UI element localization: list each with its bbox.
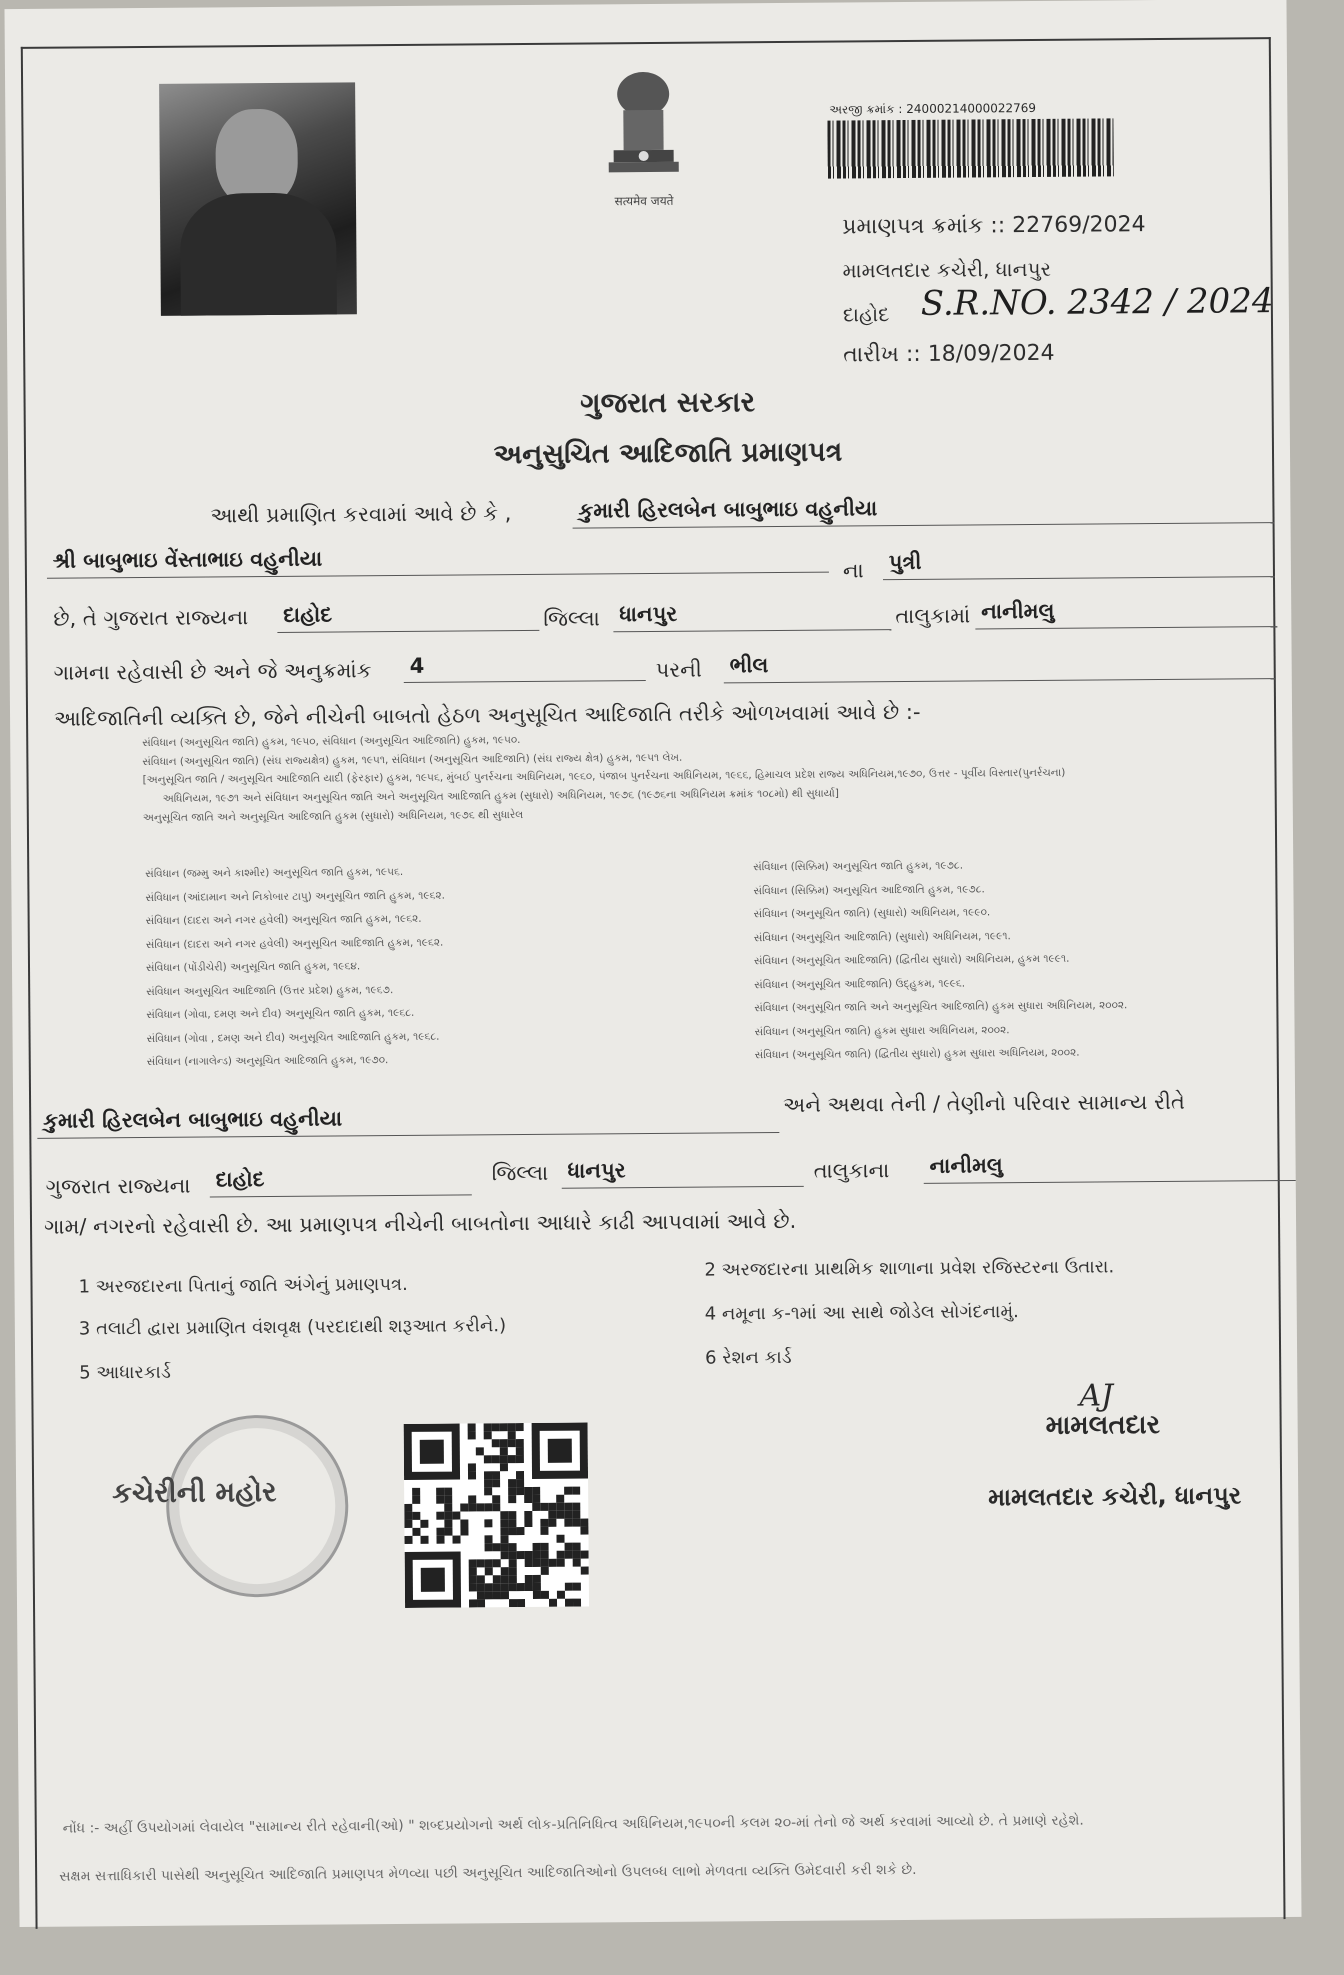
law-line: સંવિધાન (અનુસૂચિત જાતિ) હુકમ, ૧૯૫૦, સંવિધાન (અનુસૂચિત આદિજાતિ) હુકમ, ૧૯૫૦. [142,734,521,750]
recognition-text: આદિજાતિની વ્યક્તિ છે, જેને નીચેની બાબતો હેઠળ અનુસૂચિત આદિજાતિ તરીકે ઓળખવામાં આવે છે :- [53,699,921,731]
village-value: નાનીમલુ [975,597,1277,629]
law-line: સંવિધાન (પોંડીચેરી) અનુસૂચિત જાતિ હુકમ, ૧૯૬૪. [145,960,361,974]
taluka-label: તાલુકામાં [895,603,971,629]
document-item: 5 આધારકાર્ડ [79,1361,171,1384]
law-line: સંવિધાન અનુસૂચિત આદિજાતિ (ઉત્તર પ્રદેશ) હુકમ, ૧૯૬૭. [146,983,394,998]
handwritten-reference: S.R.NO. 2342 / 2024 [920,281,1274,324]
signatory-office: મામલતદાર કચેરી, ધાનપુર [988,1481,1242,1512]
law-line: સંવિધાન (દાદરા અને નગર હવેલી) અનુસૂચિત આદિજાતિ હુકમ, ૧૯૬૨. [145,936,444,951]
signatory-title: મામલતદાર [1045,1410,1161,1441]
qr-code-icon [404,1423,589,1608]
office-seal-label: કચેરીની મહોર [112,1474,277,1510]
govt-title: ગુજરાત સરકાર [580,385,756,420]
parent-name: શ્રી બાબુભાઇ વેંસ્તાભાઇ વહુનીયા [47,543,829,579]
ashoka-emblem-icon [588,66,699,187]
laws-right-column [753,857,1275,1073]
para-label: પરની [655,657,702,682]
issuing-district: દાહોદ [842,302,890,327]
district-label: જિલ્લા [543,606,600,631]
residence-state-label: ગુજરાત રાજ્યના [45,1173,191,1199]
law-line: સંવિધાન (અનુસૂચિત જાતિ) હુકમ સુધારા અધિનિયમ, ૨૦૦૨. [754,1023,1010,1038]
applicant-name: કુમારી હિરલબેન બાબુભાઇ વહુનીયા [572,493,1274,529]
signature: AJ [1079,1378,1114,1414]
residence-taluka-label: તાલુકાના [813,1158,890,1183]
taluka-value: ધાનપુર [613,600,891,632]
laws-left-column [145,864,707,1080]
application-number-label: અરજી ક્રમાંક : [829,102,903,117]
document-item: 3 તલાટી દ્વારા પ્રમાણિત વંશવૃક્ષ (પરદાદાથી શરૂઆત કરીને.) [78,1315,507,1340]
issuing-office: મામલતદાર કચેરી, ધાનપુર [842,256,1051,283]
certificate-number: પ્રમાણપત્ર ક્રમાંક :: 22769/2024 [842,212,1146,240]
law-line: સંવિધાન (અનુસૂચિત જાતિ) (સુધારો) અધિનિયમ, ૧૯૯૦. [753,906,991,921]
qr-code [404,1423,589,1608]
barcode [827,118,1113,178]
law-line: સંવિધાન (દાદરા અને નગર હવેલી) અનુસૂચિત જાતિ હુકમ, ૧૯૬૨. [145,912,422,927]
state-prefix: છે, તે ગુજરાત રાજ્યના [53,605,249,631]
residence-taluka: ધાનપુર [562,1157,804,1189]
residence-district: દાહોદ [210,1165,472,1197]
document-item: 2 અરજદારના પ્રાથમિક શાળાના પ્રવેશ રજિસ્ટરના ઉતારા. [704,1256,1115,1281]
document-item: 1 અરજદારના પિતાનું જાતિ અંગેનું પ્રમાણપત્ર. [78,1273,408,1298]
certificate-paper [4,0,1301,1927]
law-line: સંવિધાન (ગોવા , દમણ અને દીવ) અનુસૂચિત આદિજાતિ હુકમ, ૧૯૬૮. [146,1030,440,1045]
law-line: સંવિધાન (અનુસૂચિત આદિજાતિ) ઉદ્‌હુકમ, ૧૯૯૬. [754,977,966,991]
resident-text: ગામના રહેવાસી છે અને જે અનુક્રમાંક [53,658,372,685]
residence-name: કુમારી હિરલબેન બાબુભાઇ વહુનીયા [37,1103,779,1139]
laws-top [142,727,1273,825]
application-number [829,101,1036,118]
law-line: સંવિધાન (ગોવા, દમણ અને દીવ) અનુસૂચિત જાતિ હુકમ, ૧૯૬૮. [146,1006,415,1021]
law-line: સંવિધાન (અનુસૂચિત જાતિ) (સંઘ રાજ્યક્ષેત્ર) હુકમ, ૧૯૫૧, સંવિધાન (અનુસૂચિત આદિજાતિ) (સંઘ રાજ્ય ક્ષેત્ર) હુકમ, ૧૯૫૧ લેખ. [142,751,683,768]
emblem-caption: सत्यमेव जयते [614,193,674,209]
applicant-photo [159,82,357,316]
intro-text: આથી પ્રમાણિત કરવામાં આવે છે કે , [210,501,512,528]
relation: પુત્રી [883,547,1275,580]
certificate-title: અનુસુચિત આદિજાતિ પ્રમાણપત્ર [493,436,843,471]
serial-number: 4 [404,652,646,683]
law-line: સંવિધાન (અનુસૂચિત જાતિ) (દ્વિતીય સુધારો) હુકમ સુધારા અધિનિયમ, ૨૦૦૨. [754,1046,1080,1062]
issue-date: તારીખ :: 18/09/2024 [843,340,1055,368]
national-emblem [583,66,704,217]
residence-district-label: જિલ્લા [491,1160,549,1186]
law-line: સંવિધાન (અનુસૂચિત આદિજાતિ) (સુધારો) અધિનિયમ, ૧૯૯૧. [753,929,1011,944]
law-line: અધિનિયમ, ૧૯૭૧ અને સંવિધાન અનુસૂચિત જાતિ અને અનુસૂચિત આદિજાતિ હુકમ (સુધારો) અધિનિયમ, ૧૯૭૬ (૧૯૭૬ના અધિનિયમ ક્રમાંક ૧૦૮મો) થી સુધાર્યા] [162,787,839,805]
document-item: 6 રેશન કાર્ડ [705,1346,792,1369]
law-line: સંવિધાન (સિક્કિમ) અનુસૂચિત આદિજાતિ હુકમ, ૧૯૭૮. [753,882,985,897]
law-line: સંવિધાન (અનુસૂચિત જાતિ અને અનુસૂચિત આદિજાતિ) હુકમ સુધારા અધિનિયમ, ૨૦૦૨. [754,999,1128,1015]
footnote: સક્ષમ સત્તાધિકારી પાસેથી અનુસૂચિત આદિજાતિ પ્રમાણપત્ર મેળવ્યા પછી અનુસૂચિત આદિજાતિઓનો ઉપલબ્ધ લાભો મેળવતા વ્યક્તિ ઉમેદવારી કરી શકે છે. [59,1861,917,1885]
law-line: સંવિધાન (આંદામાન અને નિકોબાર ટાપુ) અનુસૂચિત જાતિ હુકમ, ૧૯૬૨. [145,889,446,904]
na-label: ના [842,558,864,583]
family-text: અને અથવા તેની / તેણીનો પરિવાર સામાન્ય રીતે [783,1089,1185,1117]
residence-village: નાનીમલુ [924,1151,1296,1184]
law-line: સંવિધાન (નાગાલેન્ડ) અનુસૂચિત આદિજાતિ હુકમ, ૧૯૭૦. [146,1054,389,1068]
law-line: સંવિધાન (સિક્કિમ) અનુસૂચિત જાતિ હુકમ, ૧૯૭૮. [753,859,964,874]
law-line: [અનુસૂચિત જાતિ / અનુસૂચિત આદિજાતિ યાદી (ફેરફાર) હુકમ, ૧૯૫૬, મુંબઈ પુનર્રચના અધિનિયમ, ૧૯૬૦, પંજાબ પુનર્રચના અધિનિયમ, ૧૯૬૬, હિમાચલ પ્રદેશ રાજ્ય અધિનિયમ,૧૯૭૦, ઉત્તર - પૂર્વીય વિસ્તાર(પુનર્રચના) [142,767,1066,787]
tribe-value: ભીલ [724,649,1276,683]
basis-text: ગામ/ નગરનો રહેવાસી છે. આ પ્રમાણપત્ર નીચેની બાબતોના આધારે કાઢી આપવામાં આવે છે. [43,1208,797,1239]
law-line: અનુસૂચિત જાતિ અને અનુસૂચિત આદિજાતિ હુકમ (સુધારો) અધિનિયમ, ૧૯૭૬ થી સુધારેલ [142,808,524,824]
document-item: 4 નમૂના ક-૧માં આ સાથે જોડેલ સોગંદનામું. [704,1301,1019,1325]
law-line: સંવિધાન (જમ્મુ અને કાશ્મીર) અનુસૂચિત જાતિ હુકમ, ૧૯૫૬. [145,865,404,880]
district-value: દાહોદ [277,601,539,633]
law-line: સંવિધાન (અનુસૂચિત આદિજાતિ) (દ્વિતીય સુધારો) અધિનિયમ, હુકમ ૧૯૯૧. [753,952,1070,968]
application-number-value: 24000214000022769 [906,100,1037,116]
footnote: નોંધ :- અહીં ઉપયોગમાં લેવાયેલ "સામાન્ય રીતે રહેવાની(ઓ) " શબ્દપ્રયોગનો અર્થ લોક-પ્રતિનિધિત્વ અધિનિયમ,૧૯૫૦ની કલમ ૨૦-માં તેનો જે અર્થ કરવામાં આવ્યો છે. તે પ્રમાણે રહેશે. [62,1812,1084,1837]
